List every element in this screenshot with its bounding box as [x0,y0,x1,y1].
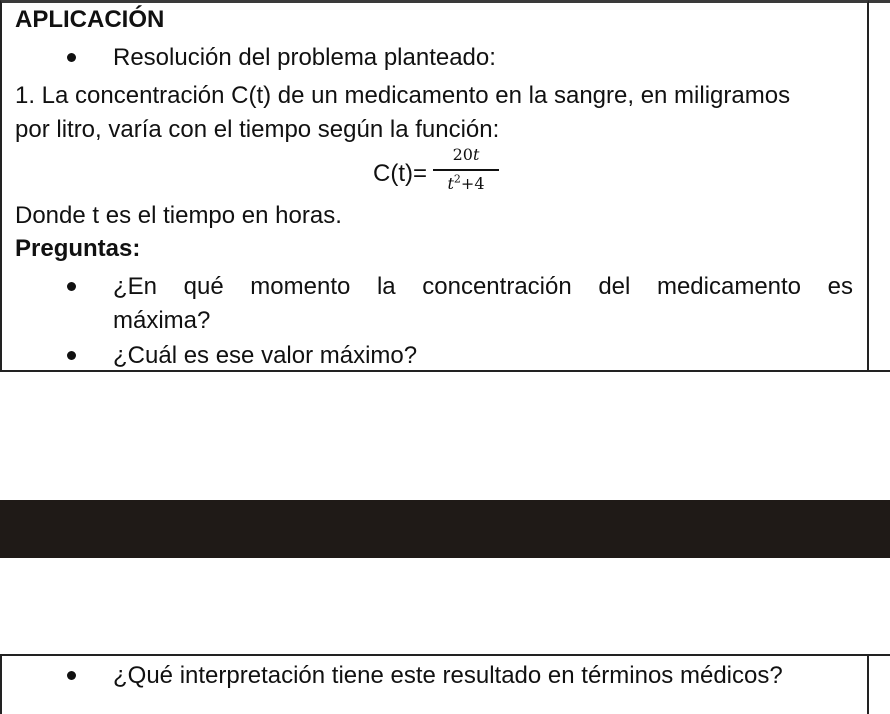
question1-line1: ¿En qué momento la concentración del medicamento es [113,273,853,300]
table-side-column [869,0,890,372]
definition-text: Donde t es el tiempo en horas. [15,202,342,229]
formula-lhs: C(t)= [373,160,427,187]
bullet-icon [67,351,76,360]
bullet-intro-text: Resolución del problema planteado: [113,44,496,71]
problem-statement-line1: 1. La concentración C(t) de un medicamento en la sangre, en miligramos [15,82,791,109]
bullet-icon [67,282,76,291]
table-side-column [869,654,890,714]
question1-line2: máxima? [113,307,211,334]
formula-denominator: $t^2+4$ [447,172,485,193]
concentration-formula [373,144,513,200]
formula-fraction [433,144,499,200]
questions-label: Preguntas: [15,235,141,262]
bullet-icon [67,671,76,680]
question2-text: ¿Cuál es ese valor máximo? [113,342,418,369]
bullet-icon [67,53,76,62]
fraction-bar [433,169,499,171]
problem-statement-line2: por litro, varía con el tiempo según la función: [15,116,500,143]
section-heading: APLICACIÓN [15,6,165,33]
page-break-band [0,500,890,558]
question3-text: ¿Qué interpretación tiene este resultado en términos médicos? [113,662,783,689]
formula-numerator: 20t [452,145,480,164]
